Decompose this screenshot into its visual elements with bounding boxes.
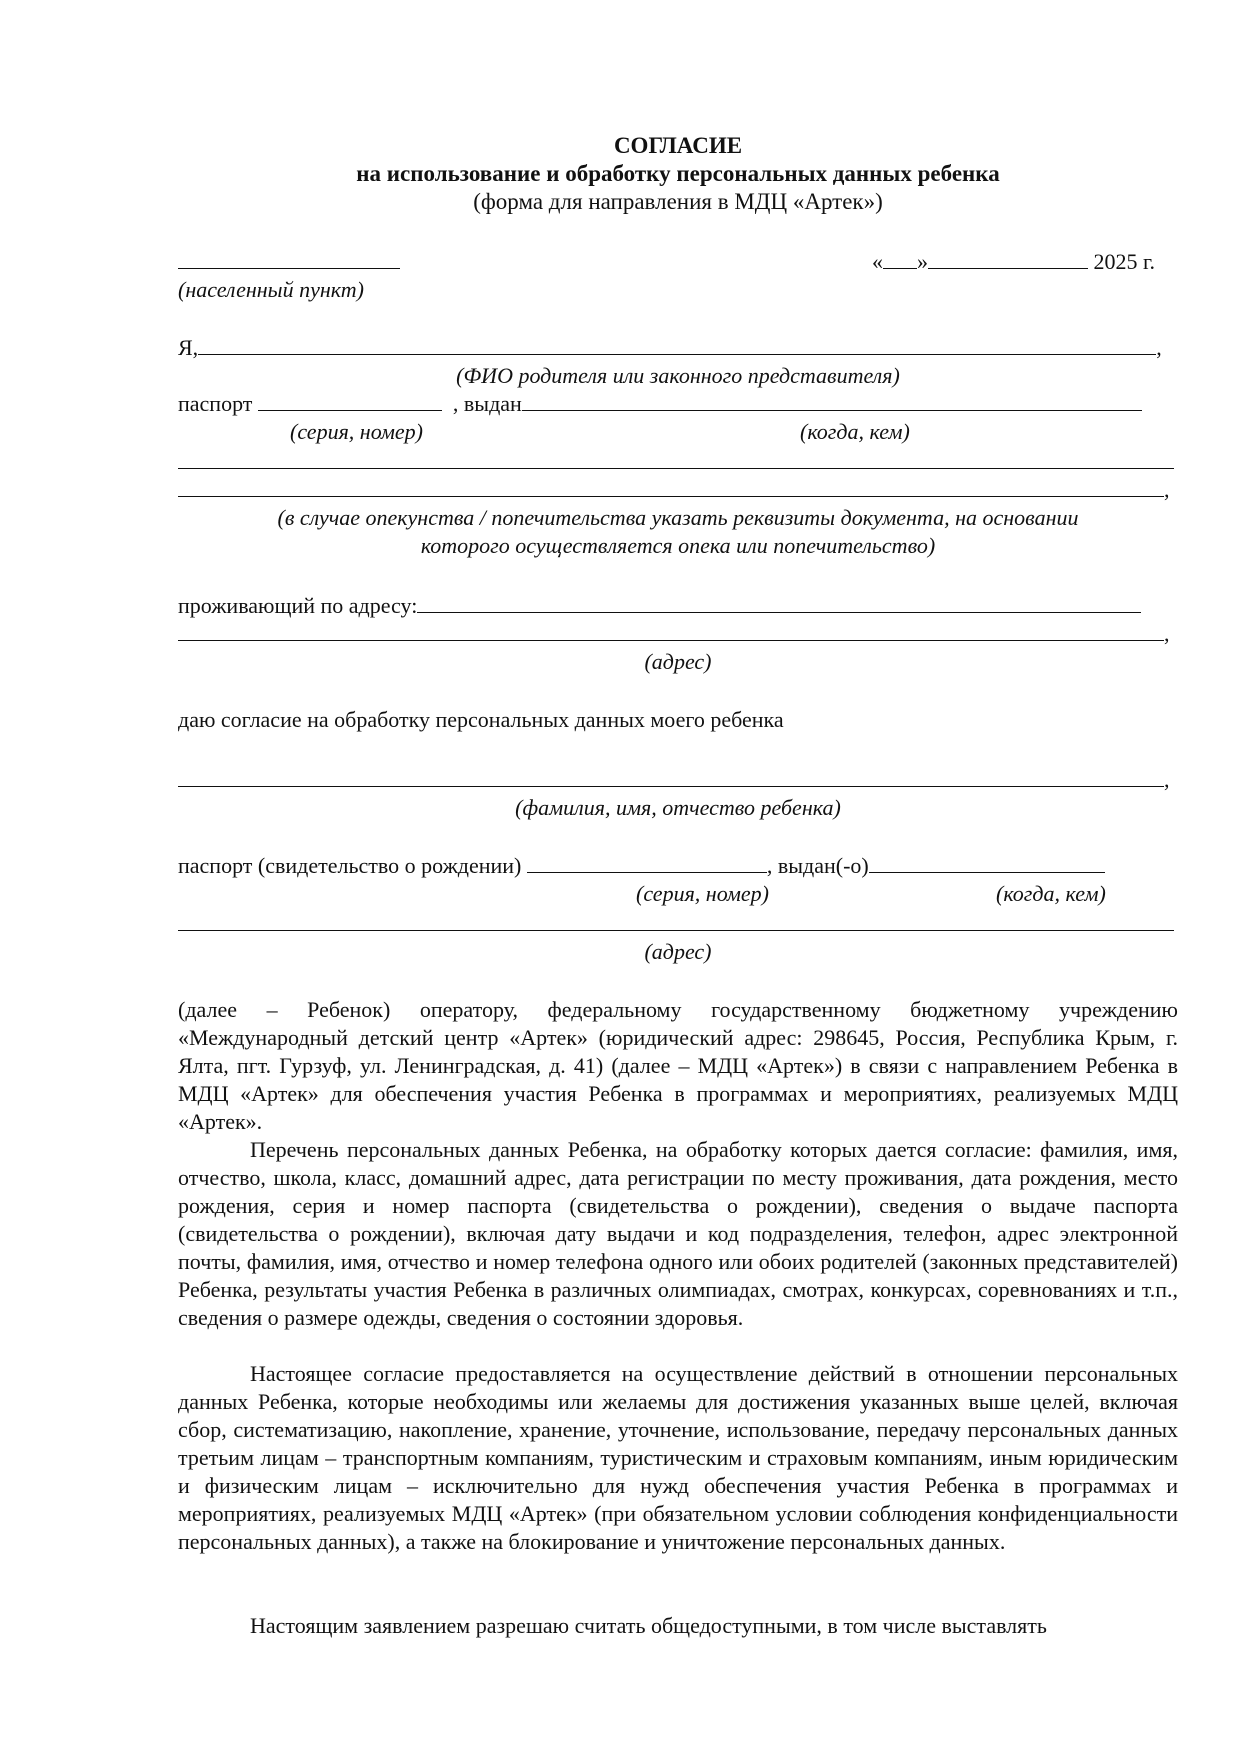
- parent-when-hint: (когда, кем): [800, 419, 910, 444]
- body-paragraph-2: Перечень персональных данных Ребенка, на обработку которых дается согласие: фамилия, имя, отчество, школа, класс, домашний адрес, дата регистрации по месту проживания, дата рождения, место рождения, серия и номер паспорта (свидетельства о рождении), сведения о выдаче паспорта (свидетельства о рождении), включая дату выдачи и код подразделения, телефон, адрес электронной почты, фамилия, имя, отчество и номер телефона одного или обоих родителей (законных представителей) Ребенка, результаты участия Ребенка в различных олимпиадах, смотрах, конкурсах, соревнованиях и т.п., сведения о размере одежды, сведения о состоянии здоровья.: [178, 1137, 1178, 1330]
- date-field[interactable]: [872, 248, 1155, 276]
- month-blank[interactable]: [928, 248, 1088, 269]
- child-issued-label: , выдан(-о): [766, 853, 869, 878]
- guardianship-comma: ,: [1164, 477, 1170, 502]
- date-close-quote: »: [917, 249, 928, 274]
- date-open-quote: «: [872, 249, 883, 274]
- child-series-hint: (серия, номер): [636, 881, 769, 906]
- address-line-1[interactable]: [178, 592, 1141, 620]
- address-comma: ,: [1164, 621, 1170, 646]
- child-passport-label: паспорт (свидетельство о рождении): [178, 853, 522, 878]
- parent-fio-blank[interactable]: [198, 334, 1156, 355]
- document-subtitle: на использование и обработку персональных данных ребенка: [356, 161, 1000, 186]
- address-blank-1[interactable]: [417, 592, 1141, 613]
- address-hint: (адрес): [644, 649, 712, 674]
- consent-line: даю согласие на обработку персональных данных моего ребенка: [178, 707, 784, 732]
- child-passport-line[interactable]: [178, 852, 1105, 880]
- document-title: СОГЛАСИЕ: [613, 133, 743, 158]
- body-paragraph-1: (далее – Ребенок) оператору, федеральному государственному бюджетному учреждению «Международный детский центр «Артек» (юридический адрес: 298645, Россия, Республика Крым, г. Ялта, пгт. Гурзуф, ул. Ленинградская, д. 41) (далее – МДЦ «Артек») в связи с направлением Ребенка в МДЦ «Артек» для обеспечения участия Ребенка в программах и мероприятиях, реализуемых МДЦ «Артек».: [178, 997, 1178, 1134]
- parent-passport-label: паспорт: [178, 391, 253, 416]
- guardianship-hint-1: (в случае опекунства / попечительства указать реквизиты документа, на основании: [277, 505, 1079, 530]
- parent-fio-hint: (ФИО родителя или законного представителя): [456, 363, 900, 388]
- guardianship-line-1[interactable]: [178, 448, 1174, 476]
- guardianship-line-2[interactable]: [178, 476, 1170, 504]
- child-fio-comma: ,: [1164, 767, 1170, 792]
- place-field[interactable]: [178, 248, 400, 276]
- parent-passport-series-blank[interactable]: [258, 390, 442, 411]
- child-address-line[interactable]: [178, 910, 1174, 938]
- parent-fio-line[interactable]: [178, 334, 1162, 362]
- child-passport-series-blank[interactable]: [527, 852, 767, 873]
- body-paragraph-4: Настоящим заявлением разрешаю считать общедоступными, в том числе выставлять: [250, 1613, 1047, 1638]
- parent-passport-line[interactable]: [178, 390, 1142, 418]
- parent-fio-comma: ,: [1156, 335, 1162, 360]
- child-address-hint: (адрес): [644, 939, 712, 964]
- body-paragraph-3: Настоящее согласие предоставляется на осуществление действий в отношении персональных данных Ребенка, которые необходимы или желаемы для достижения указанных выше целей, включая сбор, систематизацию, накопление, хранение, уточнение, использование, передачу персональных данных третьим лицам – транспортным компаниям, туристическим и страховым компаниям, иным юридическим и физическим лицам – исключительно для нужд обеспечения участия Ребенка в программах и мероприятиях, реализуемых МДЦ «Артек» (при обязательном условии соблюдения конфиденциальности персональных данных), а также на блокирование и уничтожение персональных данных.: [178, 1361, 1178, 1554]
- guardianship-hint-2: которого осуществляется опека или попечительство): [420, 533, 936, 558]
- parent-issued-label: , выдан: [452, 391, 522, 416]
- day-blank[interactable]: [883, 248, 917, 269]
- parent-issued-blank[interactable]: [522, 390, 1142, 411]
- child-fio-line[interactable]: [178, 766, 1170, 794]
- child-issued-blank[interactable]: [869, 852, 1105, 873]
- date-year: 2025 г.: [1093, 249, 1156, 274]
- child-fio-hint: (фамилия, имя, отчество ребенка): [515, 795, 841, 820]
- form-note: (форма для направления в МДЦ «Артек»): [473, 189, 883, 214]
- place-hint: (населенный пункт): [178, 277, 364, 302]
- parent-prefix: Я,: [178, 335, 199, 360]
- address-line-2[interactable]: [178, 620, 1170, 648]
- child-when-hint: (когда, кем): [996, 881, 1106, 906]
- parent-series-hint: (серия, номер): [290, 419, 423, 444]
- address-label: проживающий по адресу:: [178, 593, 418, 618]
